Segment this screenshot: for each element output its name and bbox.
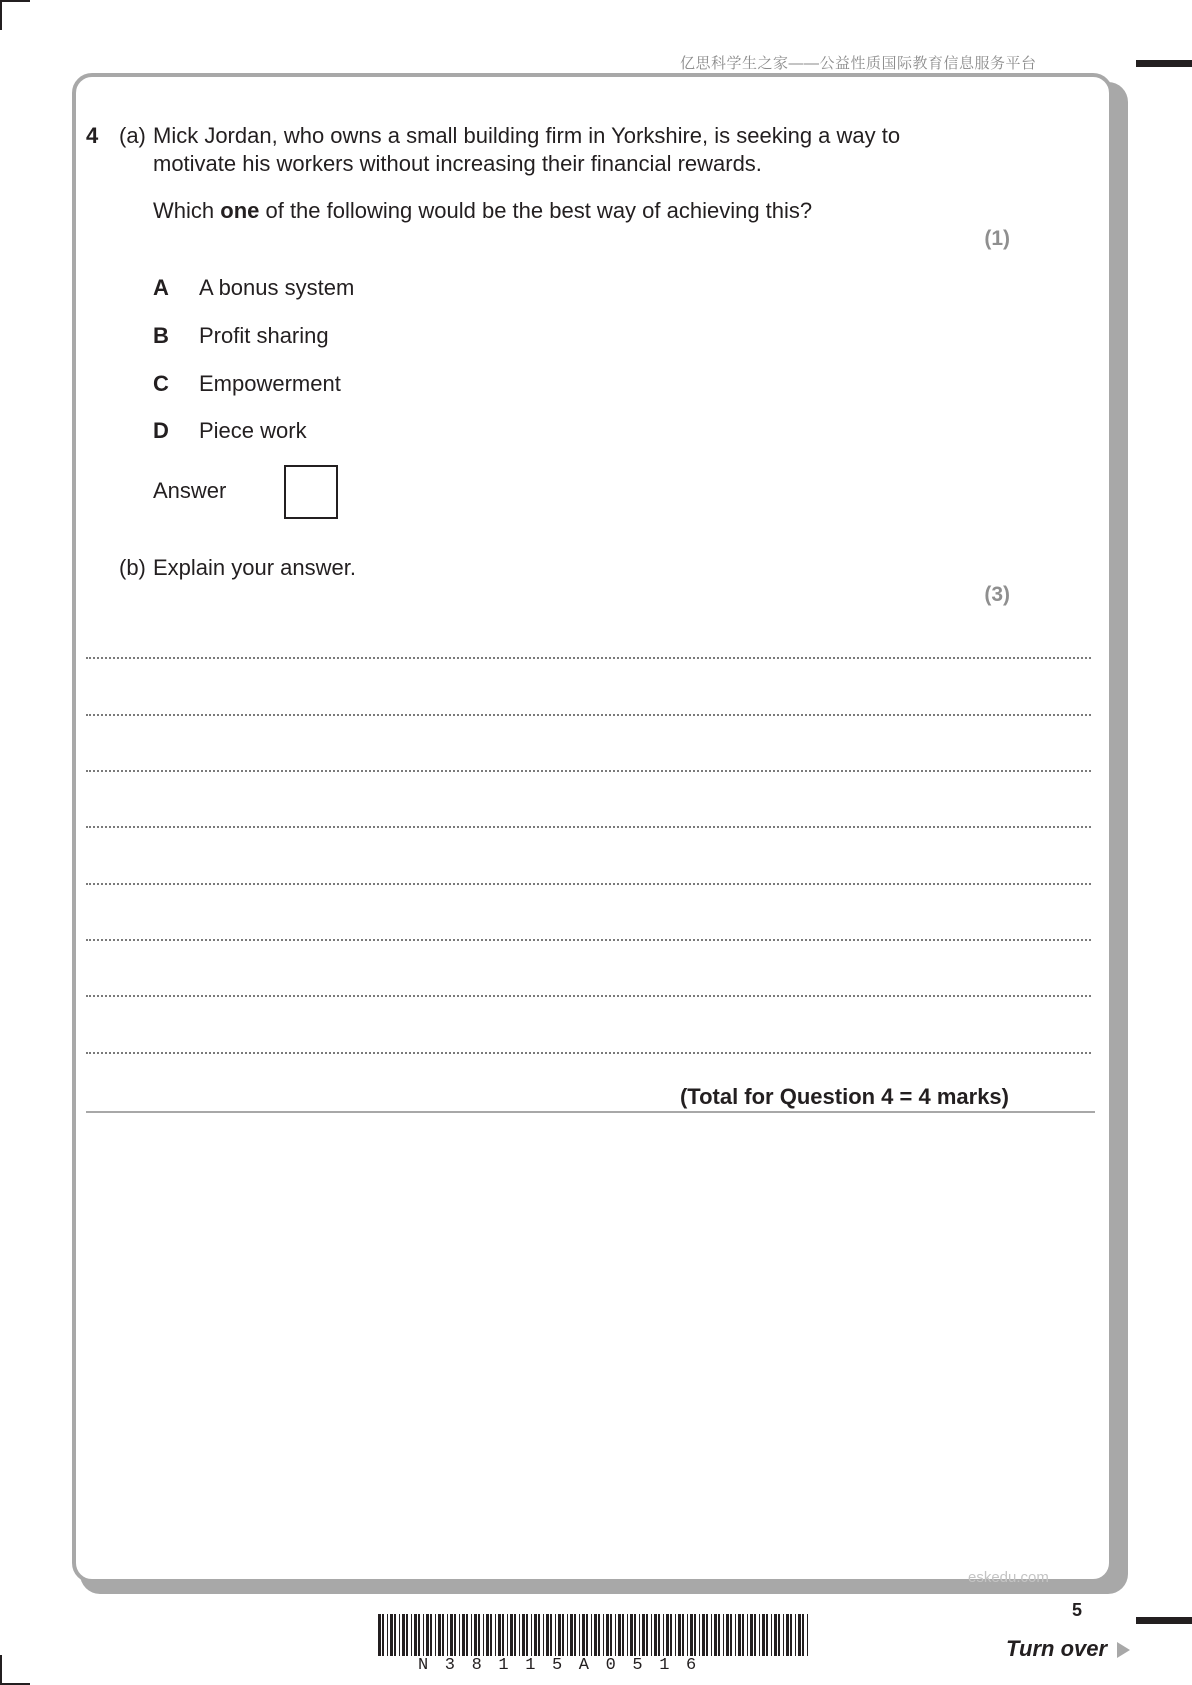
page-number: 5 <box>1072 1600 1083 1620</box>
crop-mark-top-left-vertical <box>0 0 2 30</box>
answer-line[interactable] <box>86 826 1091 828</box>
answer-line[interactable] <box>86 1052 1091 1054</box>
answer-line[interactable] <box>86 995 1091 997</box>
answer-line[interactable] <box>86 657 1091 659</box>
part-a-stem-line2: motivate his workers without increasing their financial rewards. <box>153 151 762 176</box>
edge-bar-bottom <box>1136 1617 1192 1624</box>
answer-line[interactable] <box>86 714 1091 716</box>
option-text-c: Empowerment <box>199 371 341 396</box>
part-b-prompt: Explain your answer. <box>153 555 356 580</box>
option-text-a: A bonus system <box>199 275 355 300</box>
option-letter-a: A <box>153 275 169 300</box>
answer-label: Answer <box>153 478 227 503</box>
barcode <box>378 1614 810 1656</box>
part-b-marks: (3) <box>984 583 1010 606</box>
option-text-d: Piece work <box>199 418 307 443</box>
edge-bar-top <box>1136 60 1192 67</box>
option-letter-d: D <box>153 418 169 443</box>
option-letter-c: C <box>153 371 169 396</box>
answer-box[interactable] <box>284 465 338 519</box>
crop-mark-top-left-horizontal <box>0 0 30 2</box>
answer-line[interactable] <box>86 770 1091 772</box>
part-a-marks: (1) <box>984 227 1010 250</box>
answer-line[interactable] <box>86 883 1091 885</box>
part-b-label: (b) <box>119 555 146 580</box>
question-total: (Total for Question 4 = 4 marks) <box>679 1084 1009 1109</box>
option-letter-b: B <box>153 323 169 348</box>
part-a-stem-line1: Mick Jordan, who owns a small building firm in Yorkshire, is seeking a way to <box>153 123 901 148</box>
turn-over-label: Turn over <box>1006 1636 1130 1662</box>
answer-line[interactable] <box>86 939 1091 941</box>
header-watermark: 亿思科学生之家——公益性质国际教育信息服务平台 <box>680 55 1037 72</box>
site-watermark: eskedu.com <box>968 1569 1049 1586</box>
question-number: 4 <box>86 123 99 148</box>
crop-mark-bottom-left-vertical <box>0 1655 2 1685</box>
option-text-b: Profit sharing <box>199 323 329 348</box>
part-a-prompt: Which one of the following would be the best way of achieving this? <box>153 198 813 223</box>
total-divider <box>86 1111 1095 1113</box>
part-a-label: (a) <box>119 123 146 148</box>
barcode-text: N38115A0516 <box>418 1656 713 1675</box>
turn-over-arrow-icon <box>1117 1642 1130 1658</box>
